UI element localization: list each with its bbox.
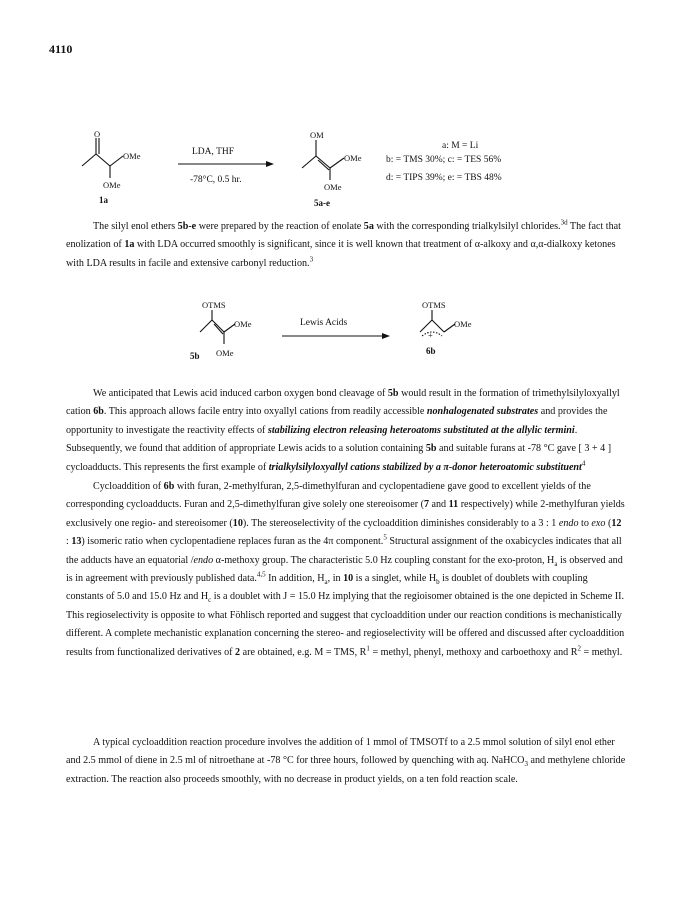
silyl-enol-ether-5b-structure [190, 300, 252, 361]
ketone-ome-right: OMe [123, 151, 141, 161]
reference-superscript: 4,5 [256, 570, 266, 579]
compound-label-5b: 5b [190, 351, 200, 361]
paragraph-3: Cycloaddition of 6b with furan, 2-methylfuran, 2,5-dimethylfuran and cyclopentadiene gave good to excellent yields of the corresponding cycloadducts. Furan and 2,5-dimethylfuran give solely one stereoisomer (7 and 11 respectively) while 2-methylfuran yields exclusively one regio- and stereoisomer (10). The stereoselectivity of the cycloaddition diminishes considerably to a 3 : 1 endo to exo (12 : 13) isomeric ratio when cyclopentadiene replaces furan as the 4π component.$^5$ Structural assignment of the oxabicycles indicates that all the adducts have an equatorial /endo α-methoxy group. The characteristic 5.0 Hz coupling constant for the exo-proton, $H_a$ is observed and is in agreement with previously published data.$^{4,5}$ In addition, $H_a$, in 10 is a singlet, while $H_b$ is doublet of doublets with coupling constants of 5.0 and 15.0 Hz and $H_c$ is a doublet with J = 15.0 Hz implying that the regioisomer obtained is the one depicted in Scheme II. This regioselectivity is opposite to what Föhlisch reported and suggest that cycloaddition under our reaction conditions is mechanistically different. A complete mechanistic explanation concerning the stereo- and regioselectivity will be offered and discussed after cycloaddition results from functionalized derivatives of 2 are obtained, e.g. M = TMS, $R^1$ = methyl, phenyl, methoxy and carboethoxy and $R^2$ = methyl. [66, 481, 625, 658]
compound-label-1a: 1a [99, 195, 108, 205]
enolate-5a-e-structure [302, 130, 362, 208]
bond [96, 154, 110, 166]
plus-charge: + [428, 330, 433, 340]
bond [82, 154, 96, 166]
enolate-legend-line3: d: = TIPS 39%; e: = TBS 48% [386, 173, 502, 183]
enolate-ome-bottom: OMe [324, 182, 342, 192]
enolate-legend-line2: b: = TMS 30%; c: = TES 56% [386, 155, 502, 165]
bond [302, 156, 316, 168]
bond [330, 158, 344, 168]
scheme-enolization [70, 126, 590, 212]
reagent-lewis-acids: Lewis Acids [300, 318, 348, 328]
oxyallyl-cation-6b-structure [420, 300, 472, 356]
reaction-conditions: -78°C, 0.5 hr. [190, 175, 242, 185]
reference-superscript: 5 [383, 533, 387, 542]
otms-label: OTMS [202, 300, 226, 310]
enolate-ome-right: OMe [344, 153, 362, 163]
bond [318, 160, 329, 170]
reference-superscript: 3d [560, 218, 568, 227]
ome-bottom-label: OMe [216, 348, 234, 358]
compound-label-6b: 6b [426, 346, 436, 356]
bond [200, 320, 212, 332]
reaction-arrow-head [266, 161, 274, 167]
reaction-arrow-head [382, 333, 390, 339]
enolate-om-label: OM [310, 130, 324, 140]
paragraph-4: A typical cycloaddition reaction procedure involves the addition of 1 mmol of TMSOTf to a 2.5 mmol solution of silyl enol ether and 2.5 mmol of diene in 2.5 ml of nitroethane at -78 °C for three hours, followed by quenching with aq. NaHCO$_3$ and methylene chloride extraction. The reaction also proceeds smoothly, with no decrease in product yields, on a ten fold reaction scale. [66, 737, 626, 785]
compound-label-5a-e: 5a-e [314, 198, 330, 208]
ketone-1a-structure [82, 129, 141, 205]
reference-superscript: 3 [309, 255, 314, 264]
reagent-lda-thf: LDA, THF [192, 147, 235, 157]
scheme-lewis-acid [170, 298, 530, 376]
bond [432, 320, 444, 332]
ketone-o-label: O [94, 129, 101, 139]
ketone-ome-bottom: OMe [103, 180, 121, 190]
ome-right-label: OMe [454, 319, 472, 329]
bond [110, 156, 123, 166]
paragraph-2: We anticipated that Lewis acid induced carbon oxygen bond cleavage of 5b would result in the formation of trimethylsilyloxyallyl cation 6b. This approach allows facile entry into oxyallyl cations from readily accessible nonhalogenated substrates and provides the opportunity to investigate the reactivity effects of stabilizing electron releasing heteroatoms substituted at the allylic termini. Subsequently, we found that addition of appropriate Lewis acids to a solution containing 5b and suitable furans at -78 °C gave [ 3 + 4 ] cycloadducts. This represents the first example of trialkylsilyloxyallyl cations stabilized by a π-donor heteroatomic substituent$^4$ [66, 388, 620, 473]
bond [212, 320, 224, 332]
enolate-legend-line1: a: M = Li [442, 141, 479, 151]
bond [316, 156, 330, 168]
reference-superscript: 4 [581, 459, 586, 468]
page-number: 4110 [49, 42, 73, 56]
paragraph-1: The silyl enol ethers 5b-e were prepared by the reaction of enolate 5a with the corresponding trialkylsilyl chlorides.$^{3d}$ The fact that enolization of 1a with LDA occurred smoothly is significant, since it is well known that treatment of α-alkoxy and α,α-dialkoxy ketones with LDA results in facile and extensive carbonyl reduction.$^3$ [66, 218, 621, 269]
ome-right-label: OMe [234, 319, 252, 329]
otms-label: OTMS [422, 300, 446, 310]
